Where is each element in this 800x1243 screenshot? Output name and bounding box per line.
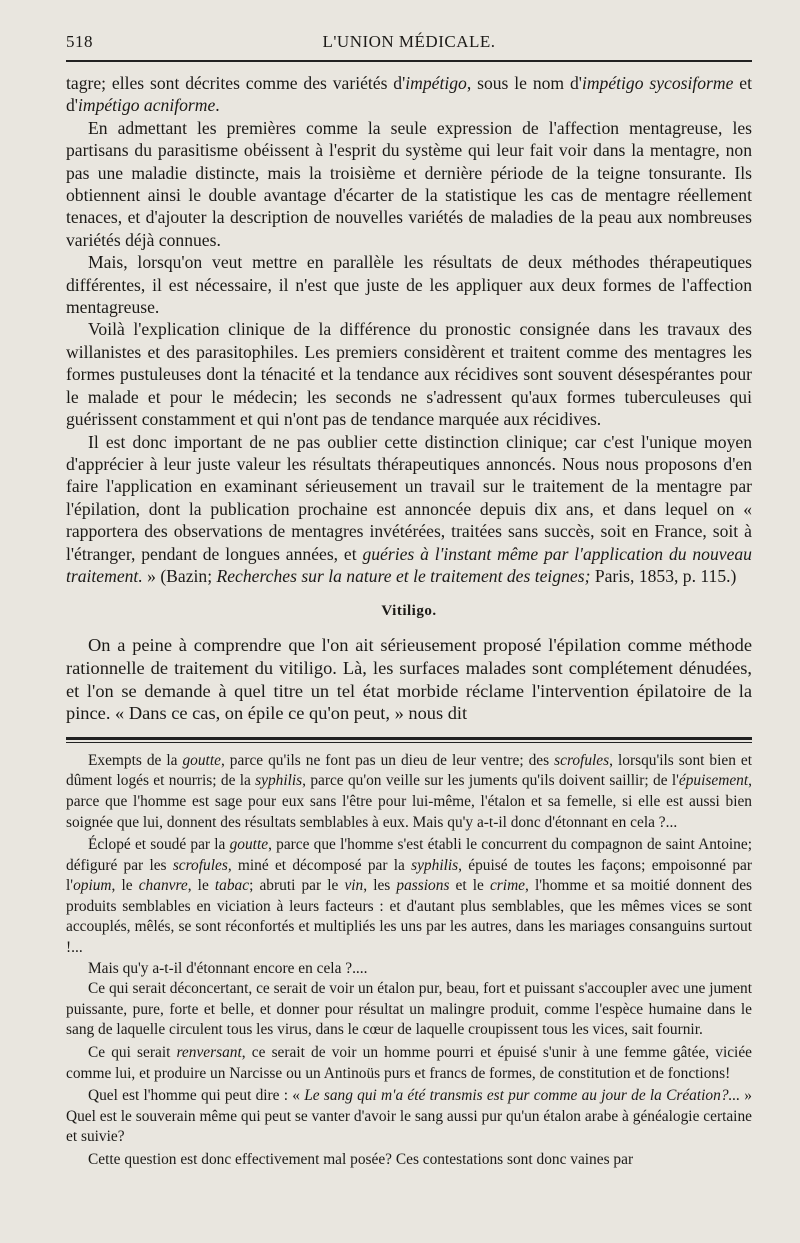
page-header bbox=[66, 32, 752, 54]
paragraph-3: Mais, lorsqu'on veut mettre en parallèle les résultats de deux méthodes thérapeutiques différentes, il est nécessaire, il n'est que juste de les appliquer aux deux formes de l'affection mentagreuse. bbox=[66, 252, 752, 318]
footnote-rule bbox=[66, 737, 752, 743]
paragraph-1: tagre; elles sont décrites comme des variétés d'impétigo, sous le nom d'impétigo sycosiforme et d'impétigo acniforme. bbox=[66, 73, 752, 116]
section-title: Vitiligo. bbox=[381, 603, 437, 620]
running-head: L'UNION MÉDICALE. bbox=[322, 32, 496, 51]
footnote bbox=[66, 751, 752, 1171]
footnote-paragraph-2: Éclopé et soudé par la goutte, parce que l'homme s'est établi le concurrent du compagnon de saint Antoine; défiguré par les scrofules, miné et décomposé par la syphilis, épuisé de toutes les façons; empoisonné par l'opium, le chanvre, le tabac; abruti par le vin, les passions et le crime, l'homme et sa moitié donnent des produits semblables en viciation à leurs facteurs : et d'autant plus semblables, que les mêmes vices se sont accouplés, mêlés, se sont réconfortés et multipliés les uns par les autres, dans les mariages consanguins surtout !... bbox=[66, 836, 753, 957]
paragraph-5: Il est donc important de ne pas oublier cette distinction clinique; car c'est l'unique moyen d'apprécier à leur juste valeur les résultats thérapeutiques annoncés. Nous nous proposons d'en faire l'application en examinant sérieusement un travail sur le traitement de la mentagre par l'épilation, dont la publication prochaine est annoncée depuis dix ans, et dans lequel on « rapportera des observations de mentagres invétérées, traitées sans succès, soit en France, soit à l'étranger, pendant de longues années, et guéries à l'instant même par l'application du nouveau traitement. » (Bazin; Recherches sur la nature et le traitement des teignes; Paris, 1853, p. 115.) bbox=[66, 431, 752, 586]
section-text bbox=[66, 634, 752, 724]
footnote-paragraph-6: Quel est l'homme qui peut dire : « Le sang qui m'a été transmis est pur comme au jour de la Création?... » Quel est le souverain même qui peut se vanter d'avoir le sang aussi pur qu'un étalon arabe à généalogie certaine et suivie? bbox=[66, 1087, 752, 1146]
header-rule bbox=[66, 60, 752, 62]
paragraph-vitiligo: On a peine à comprendre que l'on ait sérieusement proposé l'épilation comme méthode rationnelle de traitement du vitiligo. Là, les surfaces malades sont complétement dénudées, et l'on se demande à quel titre un tel état morbide réclame l'intervention épilatoire de la pince. « Dans ce cas, on épile ce qu'on peut, » nous dit bbox=[66, 635, 752, 724]
paragraph-2: En admettant les premières comme la seule expression de l'affection mentagreuse, les partisans du parasitisme obéissent à l'esprit du système qui leur fait voir dans la mentagre, non pas une maladie distincte, mais la troisième et dernière période de la teigne tonsurante. Ils obtiennent ainsi le double avantage d'écarter de la statistique les cas de mentagre réellement tenaces, et d'ajouter la description de nouvelles variétés de maladies de la peau aux nombreuses variétés déjà connues. bbox=[66, 117, 752, 250]
footnote-paragraph-3: Mais qu'y a-t-il d'étonnant encore en cela ?.... bbox=[88, 959, 368, 977]
footnote-paragraph-7: Cette question est donc effectivement mal posée? Ces contestations sont donc vaines par bbox=[88, 1151, 634, 1168]
footnote-paragraph-5: Ce qui serait renversant, ce serait de voir un homme pourri et épuisé s'unir à une femme gâtée, viciée comme lui, et produire un Narcisse ou un Antinoüs purs et francs de formes, de constitution et de fonctions! bbox=[66, 1044, 752, 1082]
page-number: 518 bbox=[66, 32, 93, 51]
main-text bbox=[66, 72, 752, 587]
paragraph-4: Voilà l'explication clinique de la différence du pronostic consignée dans les travaux des willanistes et des parasitophiles. Les premiers considèrent et traitent comme des mentagres les formes pustuleuses dont la ténacité et la tendance aux récidives sont souvent désespérantes pour le malade et pour le médecin; les seconds ne s'adressent qu'aux formes tuberculeuses qui guérissent constamment et qui n'ont pas de tendance marquée aux récidives. bbox=[66, 319, 752, 430]
footnote-paragraph-4: Ce qui serait déconcertant, ce serait de voir un étalon pur, beau, fort et puissant s'accoupler avec une jument puissante, pure, forte et belle, et donner pour résultat un malingre produit, comme l'espèce humaine dans le sang de laquelle circulent tous les virus, dans le cœur de laquelle croupissent tous les vices, sait fournir. bbox=[66, 980, 752, 1039]
footnote-paragraph-1: Exempts de la goutte, parce qu'ils ne font pas un dieu de leur ventre; des scrofules, lorsqu'ils sont bien et dûment logés et nourris; de la syphilis, parce qu'on veille sur les juments qu'ils doivent saillir; de l'épuisement, parce que l'homme est sage pour eux sans l'être pour lui-même, l'étalon et sa femelle, si elle est aussi bien soignée que lui, donnent des résultats semblables à eux. Mais qu'y a-t-il donc d'étonnant en cela ?... bbox=[66, 751, 753, 831]
